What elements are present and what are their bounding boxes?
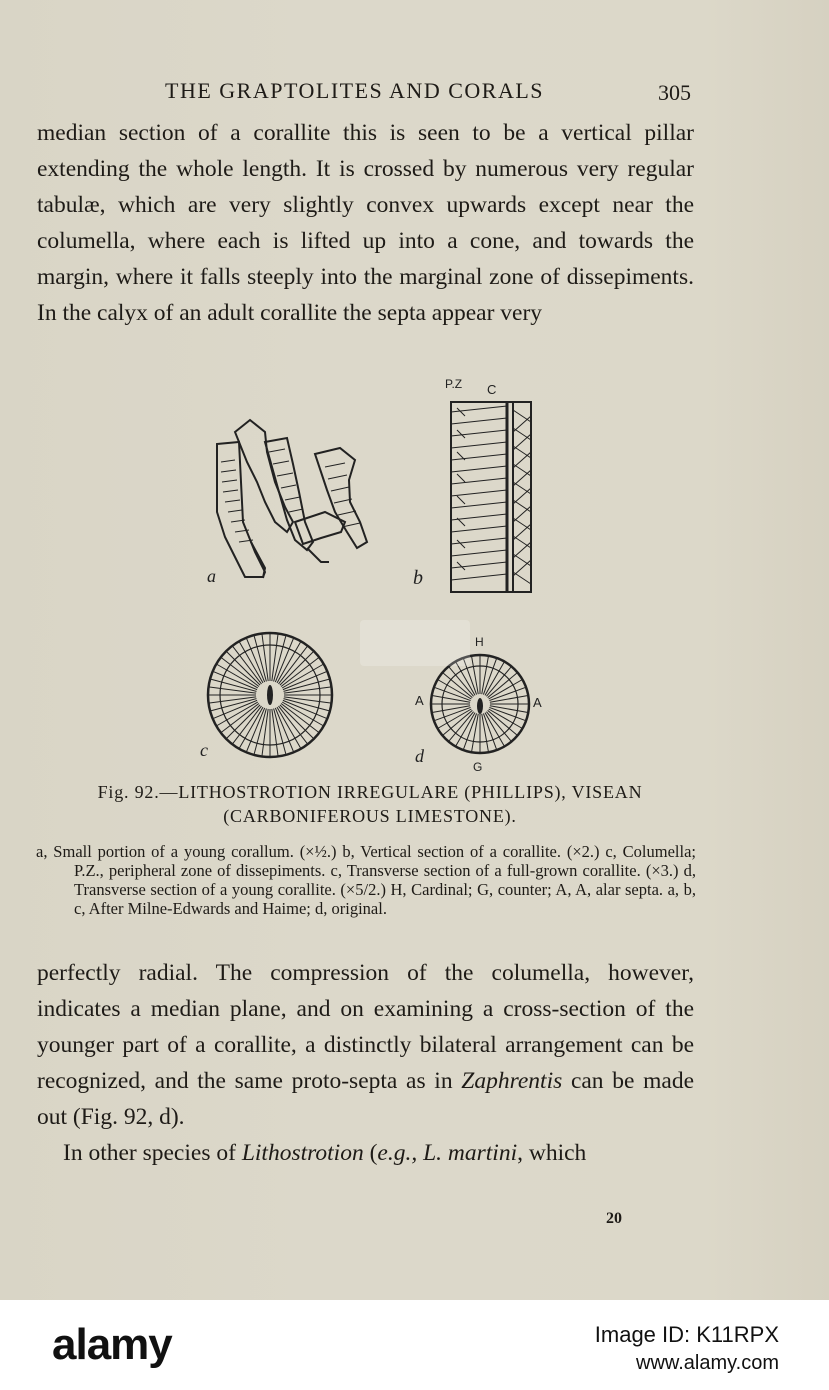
septum-line xyxy=(284,697,331,703)
label-a-left: A xyxy=(415,693,424,708)
septum-line xyxy=(490,706,527,713)
septum-line xyxy=(272,709,278,756)
genus-name: Zaphrentis xyxy=(461,1068,563,1094)
caption-text: a, Small portion of a young corallum. (×½.) b, Vertical section of a corallite. (×2.) c, Columella; P.Z., peripheral zone of dissepiments. c, Transverse section of a full-grown corallite. (×3.) d, Transverse section of a young corallite. (×5/2.) H, Cardinal; G, counter; A, A, alar septa. a, b, c, After Milne-Edwards and Haime; d, original. xyxy=(36,842,696,918)
septum-line xyxy=(489,707,525,720)
body-text-bottom xyxy=(37,955,694,1171)
label-c: c xyxy=(200,740,208,760)
septum-line xyxy=(433,696,470,703)
septum-line xyxy=(433,706,470,713)
text-span: In other species of xyxy=(63,1140,242,1166)
septum-line xyxy=(483,713,496,749)
text-span: can be made out (Fig. 92, d). xyxy=(37,1068,694,1130)
septum-line xyxy=(435,707,471,720)
label-a: a xyxy=(207,566,216,586)
figure-caption-body xyxy=(36,842,696,918)
caption-title-line2: (CARBONIFEROUS LIMESTONE). xyxy=(223,806,517,826)
septum-line xyxy=(262,709,268,756)
image-id: Image ID: K11RPX xyxy=(594,1322,779,1347)
watermark xyxy=(360,620,470,666)
site-url: www.alamy.com xyxy=(636,1352,779,1374)
label-b: b xyxy=(413,567,423,589)
caption-title-line1: Fig. 92.—LITHOSTROTION IRREGULARE (PHILLIPS), VISEAN xyxy=(97,782,643,802)
page-header xyxy=(0,78,829,108)
septum-line xyxy=(262,635,268,682)
paragraph: median section of a corallite this is seen to be a vertical pillar extending the whole length. It is crossed by numerous very regular tabulæ, which are very slightly convex upwards except near the columella, where each is lifted up into a cone, and towards the margin, where it falls steeply into the marginal zone of dissepiments. In the calyx of an adult corallite the septa appear very xyxy=(37,120,694,326)
label-c-top: C xyxy=(487,382,497,397)
septum-line xyxy=(489,688,525,701)
septum-line xyxy=(284,679,329,691)
species-name: e.g., L. martini xyxy=(377,1140,518,1166)
signature-mark: 20 xyxy=(606,1210,622,1227)
septum-line xyxy=(483,659,496,695)
septum-line xyxy=(274,709,286,754)
septum-line xyxy=(472,714,479,751)
label-d: d xyxy=(415,746,424,766)
label-g: G xyxy=(473,760,483,774)
figure-caption-title xyxy=(40,780,700,828)
genus-name: Lithostrotion xyxy=(241,1140,364,1166)
septum-line xyxy=(211,679,256,691)
septum-line xyxy=(464,713,477,749)
septum-line xyxy=(210,687,257,693)
body-text-top xyxy=(37,115,694,331)
septum-line xyxy=(254,709,266,754)
septum-line xyxy=(284,687,331,693)
paragraph xyxy=(37,955,694,1135)
septum-line xyxy=(435,688,471,701)
septum-line xyxy=(490,696,527,703)
septum-line xyxy=(284,699,329,711)
label-pz: P.Z xyxy=(445,377,463,391)
septum-line xyxy=(254,636,266,681)
alamy-logo: alamy xyxy=(52,1320,172,1369)
septum-line xyxy=(272,635,278,682)
septum-line xyxy=(482,714,489,751)
label-a-right: A xyxy=(533,695,542,710)
label-h: H xyxy=(475,635,484,649)
text-span: ( xyxy=(363,1140,378,1166)
septum-line xyxy=(211,699,256,711)
running-title: THE GRAPTOLITES AND CORALS xyxy=(165,78,545,103)
figure-92 xyxy=(195,372,545,782)
page-number: 305 xyxy=(658,80,691,105)
septum-line xyxy=(210,697,257,703)
text-span: , which xyxy=(517,1140,587,1166)
septum-line xyxy=(274,636,286,681)
paragraph xyxy=(37,1135,694,1171)
septum-line xyxy=(472,657,479,694)
text-span: perfectly radial. The compression of the columella, however, indicates a median plane, and on examining a cross-section of the younger part of a corallite, a distinctly bilateral arrangement can be recognized, and the same proto-septa as in xyxy=(37,960,694,1094)
stock-footer xyxy=(0,1300,829,1390)
septum-line xyxy=(482,657,489,694)
